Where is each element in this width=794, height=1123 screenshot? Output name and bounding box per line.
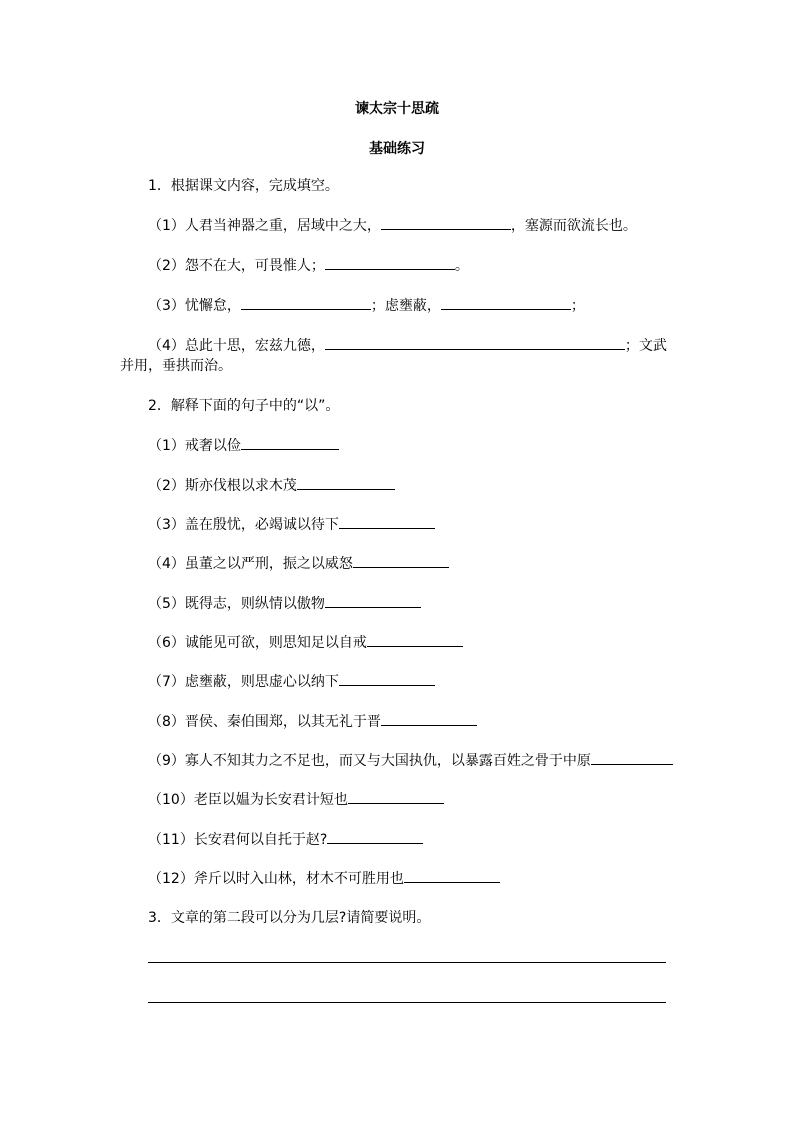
q1-item-1-suffix: ，塞源而欲流长也。 (510, 218, 637, 234)
answer-blank[interactable] (381, 215, 511, 230)
answer-blank[interactable] (353, 553, 449, 568)
answer-blank[interactable] (325, 593, 421, 608)
q2-item (148, 593, 421, 614)
q2-item (148, 514, 435, 535)
q2-item-text: （3）盖在殷忧，必竭诚以待下 (148, 517, 339, 533)
q1-item-4-continuation: 并用，垂拱而治。 (120, 358, 232, 374)
page-subtitle: 基础练习 (369, 141, 425, 157)
q2-item-text: （4）虽董之以严刑，振之以威怒 (148, 556, 353, 572)
q2-item (148, 435, 339, 456)
answer-blank[interactable] (404, 868, 500, 883)
q2-item-text: （9）寡人不知其力之不足也，而又与大国执仇，以暴露百姓之骨于中原 (148, 753, 591, 769)
answer-line[interactable] (148, 962, 666, 963)
answer-blank[interactable] (297, 475, 395, 490)
q2-item (148, 671, 435, 692)
q2-item-text: （1）戒奢以俭 (148, 438, 241, 454)
answer-blank[interactable] (591, 750, 673, 765)
answer-blank[interactable] (339, 514, 435, 529)
answer-line[interactable] (148, 1002, 666, 1003)
q2-item-text: （5）既得志，则纵情以傲物 (148, 596, 325, 612)
page-title: 谏太宗十思疏 (355, 101, 439, 117)
q1-item-2 (148, 255, 469, 276)
q2-item-text: （11）长安君何以自托于赵? (148, 832, 328, 848)
answer-blank[interactable] (241, 435, 339, 450)
q2-item (148, 475, 395, 496)
q1-item-4-suffix: ；文武 (624, 338, 667, 354)
q1-item-2-suffix: 。 (454, 258, 469, 274)
q2-item-text: （7）虑壅蔽，则思虚心以纳下 (148, 674, 339, 690)
q2-item (148, 829, 423, 850)
answer-blank[interactable] (441, 295, 571, 310)
q1-item-3-suffix: ； (570, 298, 585, 314)
q2-item (148, 750, 673, 771)
q2-item-text: （8）晋侯、秦伯围郑，以其无礼于晋 (148, 714, 381, 730)
q1-item-4-prefix: （4）总此十思，宏兹九德， (148, 338, 325, 354)
answer-blank[interactable] (367, 632, 463, 647)
answer-blank[interactable] (325, 335, 625, 350)
answer-blank[interactable] (327, 829, 423, 844)
q2-item (148, 711, 477, 732)
q2-item (148, 553, 449, 574)
answer-blank[interactable] (381, 711, 477, 726)
q3-heading: 3．文章的第二段可以分为几层?请简要说明。 (148, 910, 431, 926)
q2-heading: 2．解释下面的句子中的“以”。 (148, 398, 340, 414)
q2-item-text: （2）斯亦伐根以求木茂 (148, 478, 297, 494)
q2-item-text: （12）斧斤以时入山林，材木不可胜用也 (148, 871, 404, 887)
q1-item-2-prefix: （2）怨不在大，可畏惟人； (148, 258, 325, 274)
q2-item (148, 789, 444, 810)
answer-blank[interactable] (348, 789, 444, 804)
answer-blank[interactable] (339, 671, 435, 686)
q1-item-1 (148, 215, 637, 236)
answer-blank[interactable] (325, 255, 455, 270)
q2-item-text: （6）诚能见可欲，则思知足以自戒 (148, 635, 367, 651)
answer-blank[interactable] (241, 295, 371, 310)
q1-item-1-prefix: （1）人君当神器之重，居域中之大， (148, 218, 381, 234)
q1-item-3 (148, 295, 585, 316)
q2-item (148, 632, 463, 653)
q2-item (148, 868, 500, 889)
q1-heading: 1．根据课文内容，完成填空。 (148, 178, 339, 194)
q2-item-text: （10）老臣以媪为长安君计短也 (148, 792, 348, 808)
q1-item-4 (148, 335, 667, 356)
q1-item-3-mid: ；虑壅蔽， (370, 298, 441, 314)
q1-item-3-prefix: （3）忧懈怠， (148, 298, 241, 314)
